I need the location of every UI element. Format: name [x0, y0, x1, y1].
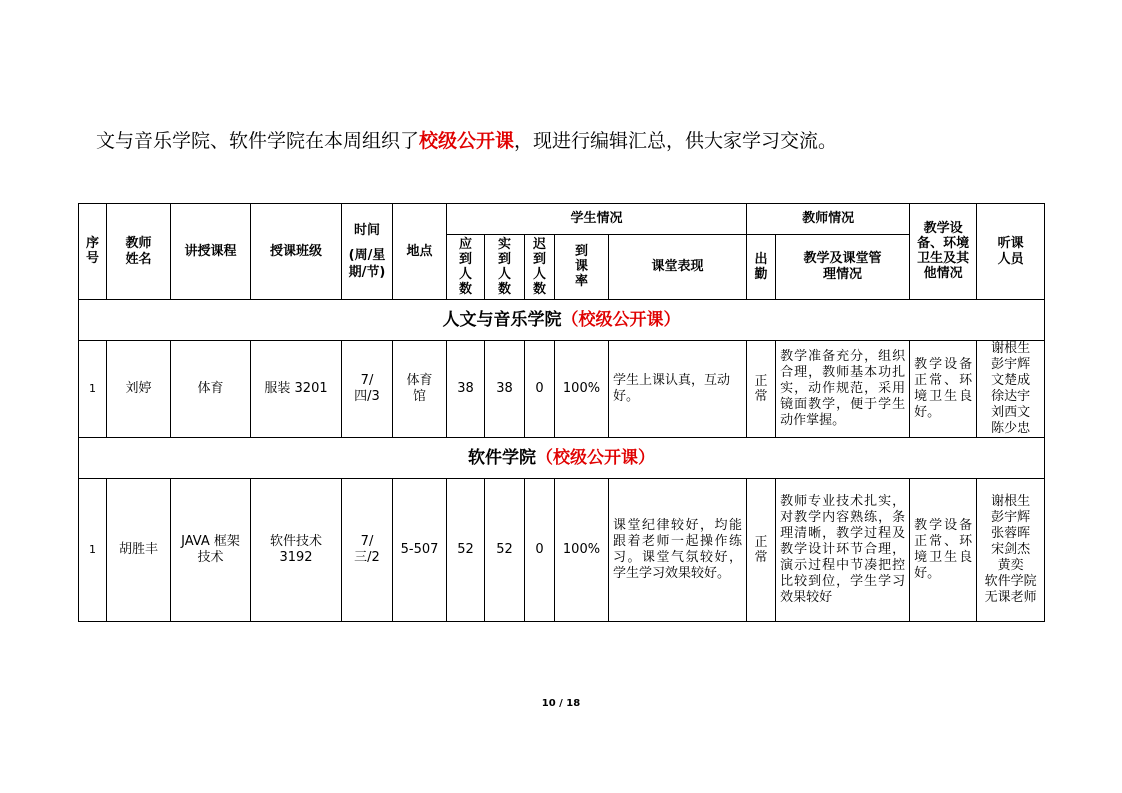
page-number: 10 / 18: [541, 698, 581, 709]
header-teacher-group: 教师情况: [747, 204, 910, 235]
table-row: [79, 341, 1045, 438]
cell-course: 体育: [171, 341, 251, 438]
section-title-humanities: 人文与音乐学院（校级公开课）: [79, 300, 1045, 341]
listener: 刘西文: [991, 405, 1031, 420]
section-title-software: 软件学院（校级公开课）: [79, 438, 1045, 479]
header-time-sub: (周/星期/节): [348, 247, 386, 280]
cell-expected: 38: [447, 341, 485, 438]
header-teacher: 教师姓名: [107, 204, 171, 300]
header-row-1: [79, 204, 1045, 235]
section-row-humanities: [79, 300, 1045, 341]
cell-actual: 38: [485, 341, 525, 438]
cell-course: JAVA 框架技术: [171, 479, 251, 622]
cell-performance: 课堂纪律较好，均能跟着老师一起操作练习。课堂气氛较好，学生学习效果较好。: [609, 479, 747, 622]
header-time: [342, 204, 393, 300]
header-rate: 到课率: [555, 235, 609, 300]
listener: 张蓉晖: [991, 526, 1031, 541]
cell-rate: 100%: [555, 479, 609, 622]
cell-class: 软件技术 3192: [251, 479, 342, 622]
cell-teacher: 胡胜丰: [107, 479, 171, 622]
cell-management: 教学准备充分，组织合理，教师基本功扎实，动作规范，采用镜面教学，便于学生动作掌握。: [776, 341, 910, 438]
cell-late: 0: [525, 479, 555, 622]
listener: 谢根生: [991, 494, 1031, 509]
cell-rate: 100%: [555, 341, 609, 438]
cell-class: 服装 3201: [251, 341, 342, 438]
header-attendance: 出勤: [747, 235, 776, 300]
cell-time: 7/四/3: [342, 341, 393, 438]
header-management: 教学及课堂管理情况: [776, 235, 910, 300]
header-course: 讲授课程: [171, 204, 251, 300]
listener: 徐达宇: [991, 389, 1031, 404]
intro-before: 文与音乐学院、软件学院在本周组织了: [96, 130, 420, 152]
listener: 软件学院无课老师: [984, 574, 1037, 605]
section-row-software: [79, 438, 1045, 479]
cell-time: 7/三/2: [342, 479, 393, 622]
intro-after: ，现进行编辑汇总，供大家学习交流。: [514, 130, 838, 152]
listener: 谢根生: [991, 341, 1031, 356]
header-seq: 序号: [79, 204, 107, 300]
header-late: 迟到人数: [525, 235, 555, 300]
intro-paragraph: [96, 126, 1056, 156]
header-facilities: 教学设备、环境卫生及其他情况: [910, 204, 977, 300]
cell-attendance: 正常: [747, 341, 776, 438]
table-row: [79, 479, 1045, 622]
listener: 彭宇辉: [991, 357, 1031, 372]
listener: 陈少忠: [991, 421, 1031, 436]
listener: 黄奕: [997, 558, 1024, 573]
cell-facilities: 教学设备正常、环境卫生良好。: [910, 341, 977, 438]
listener: 宋剑杰: [991, 542, 1031, 557]
header-listeners: 听课人员: [977, 204, 1045, 300]
cell-actual: 52: [485, 479, 525, 622]
cell-attendance: 正常: [747, 479, 776, 622]
open-class-table: [78, 203, 1045, 622]
header-class: 授课班级: [251, 204, 342, 300]
header-student-group: 学生情况: [447, 204, 747, 235]
cell-management: 教师专业技术扎实，对教学内容熟练，条理清晰，教学过程及教学设计环节合理，演示过程中节凑把控比较到位，学生学习效果较好: [776, 479, 910, 622]
header-expected: 应到人数: [447, 235, 485, 300]
intro-highlight: 校级公开课: [419, 130, 515, 152]
cell-late: 0: [525, 341, 555, 438]
cell-seq: 1: [79, 479, 107, 622]
cell-expected: 52: [447, 479, 485, 622]
cell-listeners: [977, 479, 1045, 622]
cell-facilities: 教学设备正常、环境卫生良好。: [910, 479, 977, 622]
listener: 文楚成: [991, 373, 1031, 388]
cell-seq: 1: [79, 341, 107, 438]
listener: 彭宇辉: [991, 510, 1031, 525]
cell-listeners: [977, 341, 1045, 438]
header-performance: 课堂表现: [609, 235, 747, 300]
header-location: 地点: [393, 204, 447, 300]
header-time-title: 时间: [353, 222, 380, 238]
cell-teacher: 刘婷: [107, 341, 171, 438]
cell-location: 5-507: [393, 479, 447, 622]
header-actual: 实到人数: [485, 235, 525, 300]
cell-performance: 学生上课认真，互动好。: [609, 341, 747, 438]
cell-location: 体育馆: [393, 341, 447, 438]
